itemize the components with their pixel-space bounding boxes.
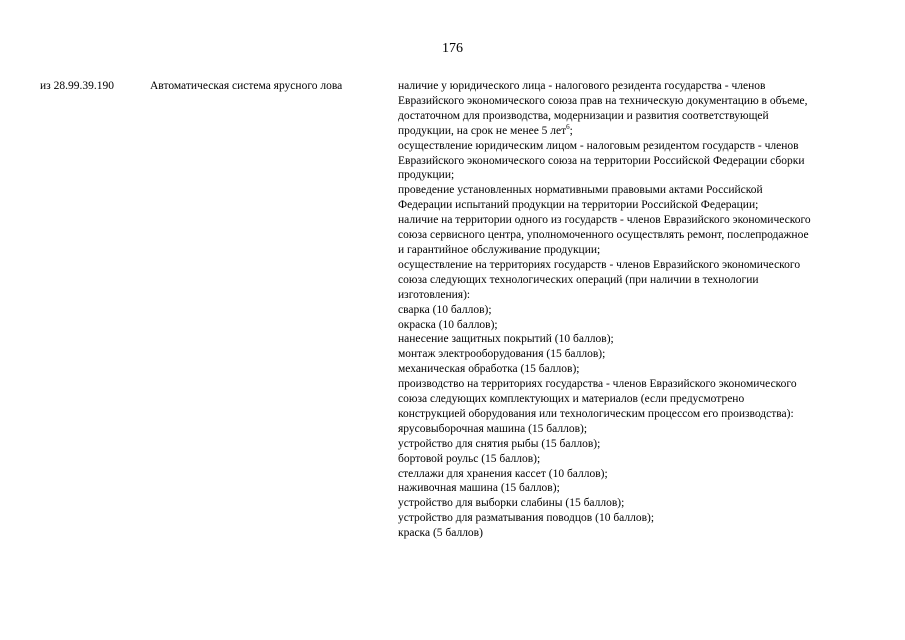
requirement-text: наживочная машина (15 баллов);	[398, 482, 560, 495]
requirement-line	[398, 288, 880, 303]
requirement-text: ярусовыборочная машина (15 баллов);	[398, 422, 588, 435]
footnote-marker: 6	[566, 122, 570, 131]
requirement-line	[398, 243, 880, 258]
requirement-text: Федерации испытаний продукции на территории Российской Федерации;	[398, 199, 759, 212]
requirement-line	[398, 213, 880, 228]
requirement-line	[398, 109, 880, 124]
requirement-text: конструкцией оборудования или технологическим процессом его производства):	[398, 407, 794, 420]
requirement-text: осуществление на территориях государств - членов Евразийского экономического	[398, 258, 801, 271]
requirement-text: осуществление юридическим лицом - налоговым резидентом государств - членов	[398, 139, 799, 152]
requirement-text: проведение установленных нормативными правовыми актами Российской	[398, 184, 763, 197]
requirement-line	[398, 481, 880, 496]
requirement-text: монтаж электрооборудования (15 баллов);	[398, 348, 606, 361]
requirement-line	[398, 467, 880, 482]
requirement-line	[398, 94, 880, 109]
requirement-line	[398, 273, 880, 288]
requirement-text: изготовления):	[398, 288, 471, 301]
requirement-line	[398, 318, 880, 333]
requirement-text: сварка (10 баллов);	[398, 303, 492, 316]
requirement-text: механическая обработка (15 баллов);	[398, 363, 580, 376]
requirement-text: союза следующих комплектующих и материалов (если предусмотрено	[398, 393, 745, 406]
requirement-text: краска (5 баллов)	[398, 527, 483, 540]
requirement-text: окраска (10 баллов);	[398, 318, 498, 331]
requirement-text: нанесение защитных покрытий (10 баллов);	[398, 333, 614, 346]
product-code: из 28.99.39.190	[40, 80, 114, 92]
requirement-text: стеллажи для хранения кассет (10 баллов);	[398, 467, 608, 480]
requirement-text: устройство для выборки слабины (15 баллов);	[398, 497, 625, 510]
requirement-line	[398, 392, 880, 407]
requirement-line	[398, 154, 880, 169]
requirement-line	[398, 407, 880, 422]
requirement-text: и гарантийное обслуживание продукции;	[398, 243, 601, 256]
requirement-line	[398, 139, 880, 154]
requirement-line	[398, 332, 880, 347]
requirement-line	[398, 124, 880, 139]
requirement-line	[398, 526, 880, 541]
requirement-line	[398, 168, 880, 183]
requirement-line	[398, 437, 880, 452]
requirements-list	[398, 79, 880, 541]
requirement-line	[398, 79, 880, 94]
requirement-line	[398, 362, 880, 377]
requirement-text: устройство для разматывания поводцов (10 баллов);	[398, 512, 655, 525]
requirement-text: производство на территориях государства - членов Евразийского экономического	[398, 378, 797, 391]
requirement-text: наличие на территории одного из государств - членов Евразийского экономического	[398, 214, 811, 227]
requirement-text: союза следующих технологических операций (при наличии в технологии	[398, 273, 759, 286]
requirement-line	[398, 377, 880, 392]
product-name: Автоматическая система ярусного лова	[150, 80, 343, 92]
requirement-line	[398, 198, 880, 213]
requirement-line	[398, 228, 880, 243]
requirement-text: бортовой роульс (15 баллов);	[398, 452, 541, 465]
requirement-text: достаточном для производства, модернизации и развития соответствующей	[398, 109, 769, 122]
requirement-tail: ;	[569, 124, 573, 137]
requirement-text: Евразийского экономического союза на территории Российской Федерации сборки	[398, 154, 805, 167]
requirement-line	[398, 347, 880, 362]
requirement-text: Евразийского экономического союза прав на техническую документацию в объеме,	[398, 94, 808, 107]
requirement-text: устройство для снятия рыбы (15 баллов);	[398, 437, 601, 450]
requirement-line	[398, 183, 880, 198]
requirement-text: продукции, на срок не менее 5 лет	[398, 124, 567, 137]
requirement-line	[398, 511, 880, 526]
requirement-line	[398, 303, 880, 318]
requirement-line	[398, 258, 880, 273]
page-number: 176	[442, 41, 463, 56]
requirement-line	[398, 422, 880, 437]
requirement-line	[398, 496, 880, 511]
requirement-text: союза сервисного центра, уполномоченного осуществлять ремонт, послепродажное	[398, 229, 809, 242]
requirement-text: наличие у юридического лица - налогового резидента государства - членов	[398, 80, 766, 92]
requirement-line	[398, 452, 880, 467]
requirement-text: продукции;	[398, 169, 455, 182]
